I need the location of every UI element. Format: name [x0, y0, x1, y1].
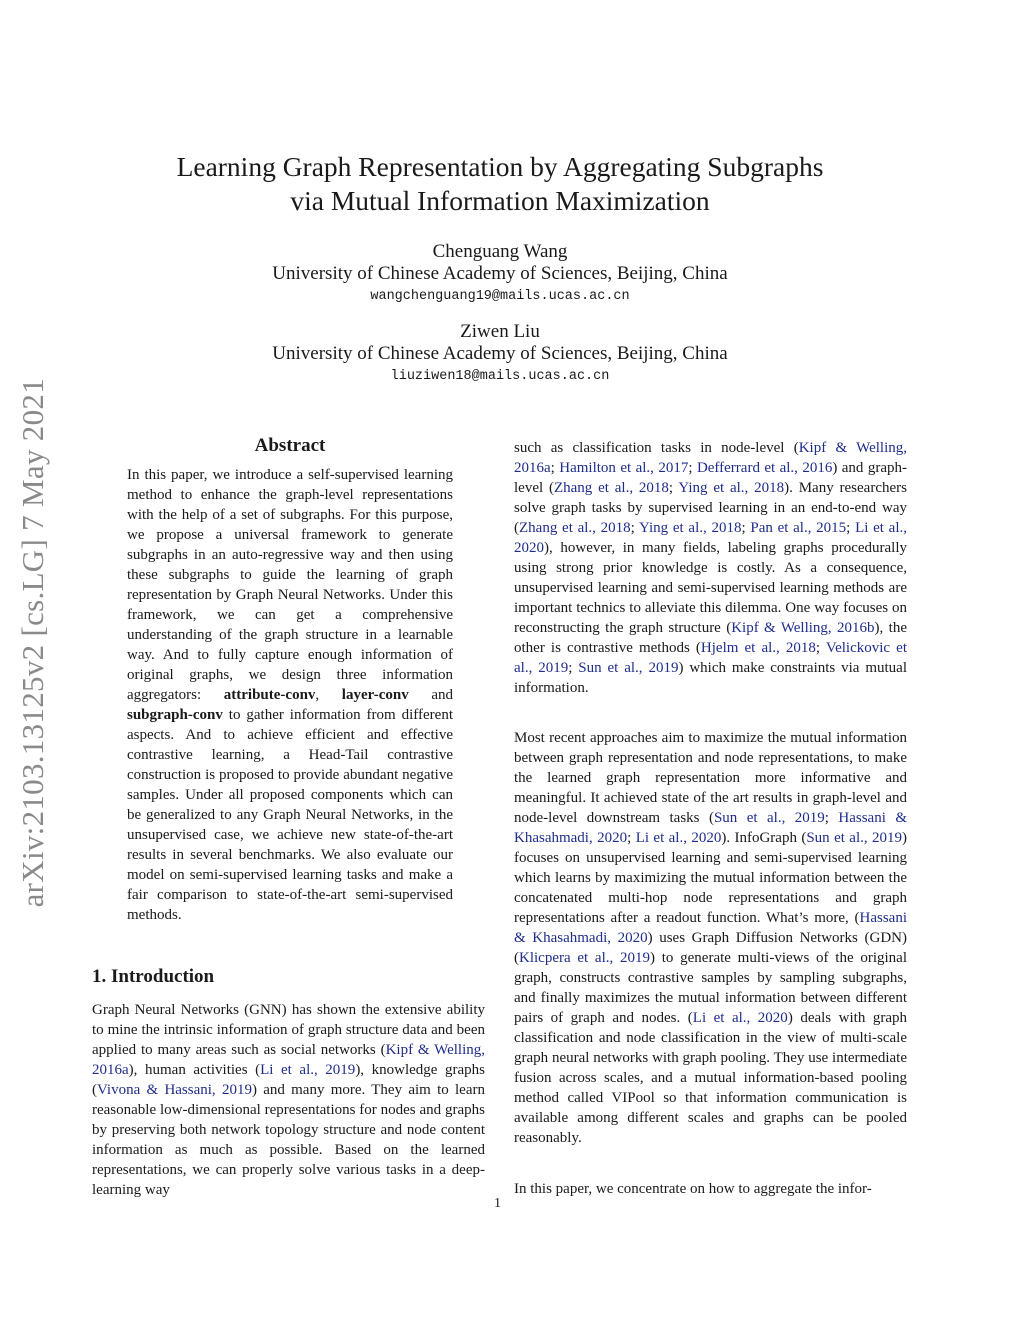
paragraph-text: ;	[741, 520, 751, 536]
intro-paragraph	[92, 1000, 485, 1200]
paragraph-text: such as classification tasks in node-level (	[514, 440, 799, 456]
author-block-2	[150, 321, 850, 384]
paragraph-text: ;	[824, 810, 839, 826]
title-line-1: Learning Graph Representation by Aggregating Subgraphs	[176, 151, 824, 182]
citation-link[interactable]: Li et al., 2020	[514, 520, 907, 556]
paragraph-text: ) and graph-level (	[514, 460, 907, 496]
paragraph-text: ;	[668, 480, 679, 496]
paragraph-text: ;	[688, 460, 697, 476]
paragraph-text: Graph Neural Networks (GNN) has shown the extensive ability to mine the intrinsic information of graph structure data and been applied to many areas such as social networks (	[92, 1002, 485, 1058]
citation-link[interactable]: Velickovic et al., 2019	[514, 640, 907, 676]
paragraph-text: ), the other is contrastive methods (	[514, 620, 907, 656]
paragraph-text: ), human activities (	[128, 1062, 261, 1078]
arxiv-identifier	[12, 355, 54, 930]
paragraph-text: ;	[630, 520, 639, 536]
author-affiliation: University of Chinese Academy of Sciences, Beijing, China	[272, 263, 728, 284]
abstract-body: In this paper, we introduce a self-supervised learning method to enhance the graph-level representations with the help of a set of subgraphs. For this purpose, we propose a universal framework to generate subgraphs in an auto-regressive way and then using these subgraphs to guide the learning of graph representation by Graph Neural Networks. Under this framework, we can get a comprehensive understanding of the graph structure in a learnable way. And to fully capture enough information of original graphs, we design three information aggregators: attribute-conv, layer-conv and subgraph-conv to gather information from different aspects. And to achieve efficient and effective contrastive learning, a Head-Tail contrastive construction is proposed to provide abundant negative samples. Under all proposed components which can be generalized to any Graph Neural Networks, in the unsupervised case, we achieve new state-of-the-art results in several benchmarks. We also evaluate our model on semi-supervised learning tasks and make a fair comparison to state-of-the-art semi-supervised methods.	[127, 467, 454, 923]
paragraph-text: ) uses Graph Diffusion Networks (GDN) (	[514, 930, 907, 966]
intro-paragraph	[514, 728, 907, 1148]
citation-link[interactable]: Ying et al., 2018	[638, 520, 742, 536]
paragraph-text: ;	[568, 660, 579, 676]
paragraph-text: ) to generate multi-views of the original graph, constructs contrastive samples by sampling subgraphs, and finally maximizes the mutual information between different pairs of graph and nodes. (	[514, 950, 907, 1026]
intro-paragraph	[514, 438, 907, 698]
abstract-heading: Abstract	[254, 435, 326, 456]
paragraph-text: ) and many more. They aim to learn reasonable low-dimensional representations for nodes and graphs by preserving both network topology structure and node content information as much as possible. Based on the learned representations, we can properly solve various tasks in a deep-learning way	[92, 1082, 485, 1198]
author-name: Chenguang Wang	[432, 241, 568, 262]
citation-link[interactable]: Defferrard et al., 2016	[696, 460, 833, 476]
paragraph-text: ). InfoGraph (	[721, 830, 807, 846]
section-heading-introduction: 1. Introduction	[92, 966, 215, 987]
citation-link[interactable]: Sun et al., 2019	[713, 810, 825, 826]
citation-link[interactable]: Li et al., 2020	[692, 1010, 788, 1026]
paragraph-text: ), however, in many fields, labeling graphs procedurally using strong prior knowledge is costly. As a consequence, unsupervised learning and semi-supervised learning methods are important technics to alleviate this dilemma. One way focuses on reconstructing the graph structure (	[514, 540, 907, 636]
page-number: 1	[494, 1196, 501, 1211]
citation-link[interactable]: Klicpera et al., 2019	[519, 950, 650, 966]
citation-link[interactable]: Hjelm et al., 2018	[700, 640, 816, 656]
paragraph-text: ;	[846, 520, 856, 536]
citation-link[interactable]: Sun et al., 2019	[578, 660, 679, 676]
citation-link[interactable]: Hassani & Khasahmadi, 2020	[514, 810, 907, 846]
citation-link[interactable]: Hassani & Khasahmadi, 2020	[514, 910, 907, 946]
citation-link[interactable]: Sun et al., 2019	[806, 830, 903, 846]
paragraph-text: ) deals with graph classification and node classification in the view of multi-scale graph neural networks with graph pooling. They use intermediate fusion across scales, and a mutual information-based pooling method called VIPool so that information communication is available among different scales and graphs can be pooled reasonably.	[514, 1010, 907, 1146]
citation-link[interactable]: Vivona & Hassani, 2019	[97, 1082, 252, 1098]
author-affiliation: University of Chinese Academy of Sciences, Beijing, China	[272, 343, 728, 364]
paragraph-text: Most recent approaches aim to maximize the mutual information between graph representation and node representations, to make the learned graph representation more informative and meaningful. It achieved state of the art results in graph-level and node-level downstream tasks (	[514, 730, 907, 826]
citation-link[interactable]: Ying et al., 2018	[678, 480, 785, 496]
paragraph-text: ;	[627, 830, 636, 846]
citation-link[interactable]: Li et al., 2020	[635, 830, 722, 846]
citation-link[interactable]: Kipf & Welling, 2016a	[514, 440, 907, 476]
paragraph-text: ). Many researchers solve graph tasks by supervised learning in an end-to-end way (	[514, 480, 907, 536]
paragraph-text: ;	[550, 460, 560, 476]
citation-link[interactable]: Li et al., 2019	[260, 1062, 356, 1078]
author-email[interactable]: liuziwen18@mails.ucas.ac.cn	[390, 369, 610, 384]
citation-link[interactable]: Kipf & Welling, 2016a	[92, 1042, 485, 1078]
paragraph-text: ) focuses on unsupervised learning and semi-supervised learning which learns by maximizing the mutual information between the concatenated multi-hop node representations and graph representations after a readout function. What’s more, (	[514, 830, 908, 926]
paragraph-text: ;	[815, 640, 826, 656]
title-line-2: via Mutual Information Maximization	[290, 185, 710, 216]
citation-link[interactable]: Hamilton et al., 2017	[559, 460, 689, 476]
paragraph-text: ) which make constraints via mutual information.	[514, 660, 908, 696]
citation-link[interactable]: Pan et al., 2015	[750, 520, 847, 536]
citation-link[interactable]: Zhang et al., 2018	[519, 520, 631, 536]
author-name: Ziwen Liu	[460, 321, 540, 342]
citation-link[interactable]: Kipf & Welling, 2016b	[731, 620, 875, 636]
arxiv-identifier-text: arXiv:2103.13125v2 [cs.LG] 7 May 2021	[15, 377, 50, 908]
author-email[interactable]: wangchenguang19@mails.ucas.ac.cn	[370, 289, 630, 304]
paragraph-text: ), knowledge graphs (	[92, 1062, 486, 1098]
paper-title	[120, 150, 880, 218]
author-block-1	[150, 241, 850, 304]
intro-paragraph-continued: In this paper, we concentrate on how to aggregate the infor-	[514, 1181, 872, 1197]
citation-link[interactable]: Zhang et al., 2018	[553, 480, 669, 496]
